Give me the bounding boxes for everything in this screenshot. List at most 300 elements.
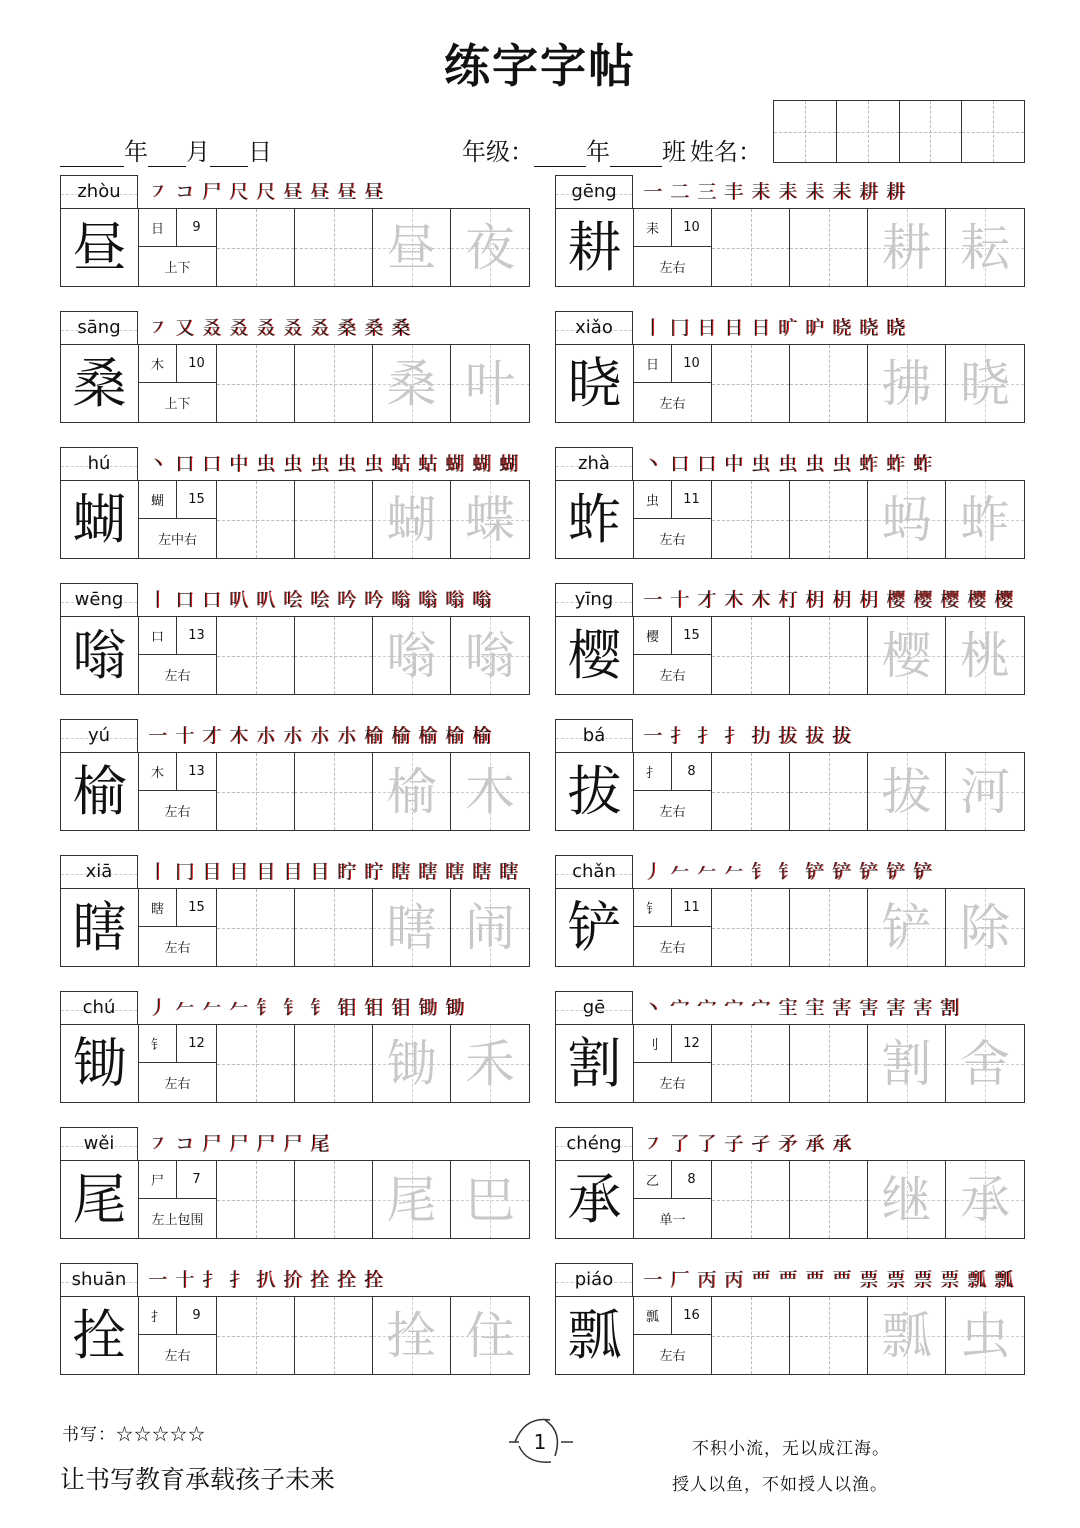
trace-cell[interactable] <box>373 1161 451 1238</box>
trace-cell[interactable] <box>946 753 1024 830</box>
stroke-step: 榆 <box>390 725 410 747</box>
stroke-step: 口 <box>201 453 221 475</box>
stroke-step: 丙 <box>723 1269 743 1291</box>
character-info <box>634 345 712 422</box>
writing-cell[interactable] <box>712 617 790 694</box>
stroke-step: 害 <box>885 997 905 1019</box>
practice-grid <box>60 1024 530 1103</box>
trace-cell[interactable] <box>451 1025 529 1102</box>
practice-entry <box>555 991 1025 1103</box>
class-blank[interactable] <box>610 139 662 167</box>
stroke-order <box>144 583 528 616</box>
stroke-step: 口 <box>174 589 194 611</box>
stroke-step: 丙 <box>696 1269 716 1291</box>
writing-cell[interactable] <box>217 481 295 558</box>
stroke-step: 钅 <box>309 997 329 1019</box>
pinyin-box <box>555 583 633 616</box>
stroke-step: コ <box>174 181 194 203</box>
practice-grid <box>60 480 530 559</box>
writing-cell[interactable] <box>790 1297 868 1374</box>
practice-grid <box>60 888 530 967</box>
trace-character: 蚂 <box>881 490 932 549</box>
stroke-count: 10 <box>672 345 711 383</box>
trace-character: 蝴 <box>386 490 437 549</box>
trace-cell[interactable] <box>451 345 529 422</box>
stroke-step: 叒 <box>228 317 248 339</box>
pinyin-label: chéng <box>566 1133 622 1154</box>
pinyin-label: gē <box>582 997 606 1018</box>
character-info <box>634 753 712 830</box>
pinyin-label: gēng <box>571 181 617 202</box>
practice-grid <box>60 752 530 831</box>
month-blank[interactable] <box>148 139 186 167</box>
stroke-step: 嗡 <box>390 589 410 611</box>
stroke-step: 扒 <box>255 1269 275 1291</box>
character-info <box>139 617 217 694</box>
character-info <box>139 1161 217 1238</box>
trace-cell[interactable] <box>451 481 529 558</box>
stroke-step: 孑 <box>750 1133 770 1155</box>
stroke-order <box>144 719 528 752</box>
trace-cell[interactable] <box>868 209 946 286</box>
stroke-step: 一 <box>147 1269 167 1291</box>
stroke-step: 丶 <box>147 453 167 475</box>
trace-cell[interactable] <box>868 1297 946 1374</box>
writing-cell[interactable] <box>295 1161 373 1238</box>
practice-grid <box>60 616 530 695</box>
writing-cell[interactable] <box>790 1161 868 1238</box>
practice-entry <box>60 855 530 967</box>
trace-cell[interactable] <box>451 209 529 286</box>
practice-entry <box>555 1127 1025 1239</box>
trace-cell[interactable] <box>946 1025 1024 1102</box>
trace-character: 除 <box>960 898 1010 957</box>
stroke-step: 嗡 <box>444 589 464 611</box>
writing-cell[interactable] <box>295 345 373 422</box>
practice-grid <box>60 208 530 287</box>
trace-cell[interactable] <box>868 481 946 558</box>
stroke-order <box>144 447 528 480</box>
writing-cell[interactable] <box>217 617 295 694</box>
radical: 耒 <box>634 209 672 247</box>
pinyin-box <box>60 1263 138 1296</box>
stroke-step: 一 <box>642 181 662 203</box>
writing-cell[interactable] <box>217 889 295 966</box>
writing-cell[interactable] <box>712 889 790 966</box>
model-character: 承 <box>556 1161 634 1238</box>
stroke-count: 15 <box>177 481 216 519</box>
stroke-step: 票 <box>885 1269 905 1291</box>
trace-cell[interactable] <box>373 345 451 422</box>
character-info <box>634 1025 712 1102</box>
trace-cell[interactable] <box>868 753 946 830</box>
stroke-step: 虫 <box>777 453 797 475</box>
stroke-step: 桑 <box>390 317 410 339</box>
stroke-step: 瞎 <box>498 861 518 883</box>
stroke-step: 木 <box>723 589 743 611</box>
name-writing-box[interactable] <box>773 100 1025 163</box>
radical: 瞎 <box>139 889 177 927</box>
stroke-step: 口 <box>669 453 689 475</box>
writing-cell[interactable] <box>295 889 373 966</box>
writing-cell[interactable] <box>712 1025 790 1102</box>
writing-cell[interactable] <box>217 1025 295 1102</box>
name-cell[interactable] <box>962 101 1024 162</box>
stroke-step: 锄 <box>417 997 437 1019</box>
stroke-step: 钅 <box>255 997 275 1019</box>
radical: 蝴 <box>139 481 177 519</box>
pinyin-box <box>60 175 138 208</box>
writing-cell[interactable] <box>712 1297 790 1374</box>
stroke-step: 锄 <box>444 997 464 1019</box>
slogan: 让书写教育承载孩子未来 <box>60 1465 336 1494</box>
writing-cell[interactable] <box>295 617 373 694</box>
model-character: 拔 <box>556 753 634 830</box>
pinyin-box <box>555 1127 633 1160</box>
page-title: 练字字帖 <box>444 39 636 93</box>
stroke-step: ㇇ <box>642 1133 662 1155</box>
writing-cell[interactable] <box>790 209 868 286</box>
trace-cell[interactable] <box>946 481 1024 558</box>
stroke-step: 尸 <box>201 181 221 203</box>
stroke-step: 口 <box>696 453 716 475</box>
stroke-step: 宔 <box>777 997 797 1019</box>
stroke-step: 瓢 <box>966 1269 986 1291</box>
stroke-step: 蝴 <box>471 453 491 475</box>
stroke-step: 叒 <box>309 317 329 339</box>
trace-character: 蚱 <box>960 490 1010 549</box>
character-info <box>139 1025 217 1102</box>
stroke-step: 丰 <box>723 181 743 203</box>
structure: 左右 <box>659 805 686 820</box>
stroke-step: 嗡 <box>471 589 491 611</box>
trace-character: 锄 <box>386 1034 437 1093</box>
writing-cell[interactable] <box>295 481 373 558</box>
stroke-step: 榆 <box>471 725 491 747</box>
stroke-count: 8 <box>672 753 711 791</box>
stroke-step: 扌 <box>201 1269 221 1291</box>
writing-cell[interactable] <box>790 1025 868 1102</box>
structure: 左右 <box>164 1077 191 1092</box>
practice-entry <box>555 855 1025 967</box>
stroke-step: 樱 <box>966 589 986 611</box>
writing-cell[interactable] <box>790 345 868 422</box>
trace-cell[interactable] <box>373 617 451 694</box>
stroke-step: 了 <box>696 1133 716 1155</box>
stroke-step: 口 <box>174 453 194 475</box>
stroke-step: 宀 <box>750 997 770 1019</box>
practice-entry <box>555 583 1025 695</box>
practice-grid <box>60 1160 530 1239</box>
stroke-step: 丿 <box>147 997 167 1019</box>
structure: 左中右 <box>157 533 197 548</box>
writing-cell[interactable] <box>712 481 790 558</box>
stroke-count: 16 <box>672 1297 711 1335</box>
pinyin-box <box>60 583 138 616</box>
stroke-step: 虫 <box>255 453 275 475</box>
character-info <box>139 1297 217 1374</box>
trace-character: 昼 <box>386 218 437 277</box>
stroke-step: 昈 <box>804 317 824 339</box>
stroke-count: 7 <box>177 1161 216 1199</box>
stroke-step: 一 <box>642 725 662 747</box>
trace-cell[interactable] <box>868 617 946 694</box>
stroke-step: 昼 <box>363 181 383 203</box>
radical: 扌 <box>634 753 672 791</box>
trace-cell[interactable] <box>451 1297 529 1374</box>
practice-grid <box>60 344 530 423</box>
structure: 左右 <box>659 1349 686 1364</box>
practice-entry <box>555 175 1025 287</box>
stroke-step: 朩 <box>282 725 302 747</box>
writing-cell[interactable] <box>790 617 868 694</box>
stroke-step: 子 <box>723 1133 743 1155</box>
model-character: 蚱 <box>556 481 634 558</box>
practice-entry <box>555 719 1025 831</box>
stroke-step: 宔 <box>804 997 824 1019</box>
pinyin-label: zhà <box>578 453 610 474</box>
stroke-step: 口 <box>201 589 221 611</box>
pinyin-box <box>60 855 138 888</box>
writing-cell[interactable] <box>217 1161 295 1238</box>
stroke-step: 丨 <box>147 861 167 883</box>
stroke-step: 枂 <box>804 589 824 611</box>
stroke-step: 钅 <box>777 861 797 883</box>
stroke-step: 尺 <box>255 181 275 203</box>
name-cell[interactable] <box>837 101 900 162</box>
practice-grid <box>555 1160 1025 1239</box>
radical: 钅 <box>139 1025 177 1063</box>
character-info <box>139 889 217 966</box>
model-character: 昼 <box>61 209 139 286</box>
stroke-step: 目 <box>201 861 221 883</box>
character-info <box>634 617 712 694</box>
trace-cell[interactable] <box>946 1297 1024 1374</box>
trace-cell[interactable] <box>946 209 1024 286</box>
stroke-step: 桑 <box>336 317 356 339</box>
model-character: 蝴 <box>61 481 139 558</box>
trace-cell[interactable] <box>868 1161 946 1238</box>
practice-entry <box>60 1263 530 1375</box>
stroke-step: 害 <box>858 997 878 1019</box>
stroke-step: 眝 <box>363 861 383 883</box>
trace-cell[interactable] <box>373 209 451 286</box>
model-character: 桑 <box>61 345 139 422</box>
radical: 日 <box>634 345 672 383</box>
stroke-step: 瞎 <box>444 861 464 883</box>
practice-grid <box>555 752 1025 831</box>
stroke-count: 12 <box>177 1025 216 1063</box>
stroke-step: 蚱 <box>885 453 905 475</box>
trace-cell[interactable] <box>868 345 946 422</box>
stroke-step: 𠂉 <box>174 997 194 1019</box>
model-character: 割 <box>556 1025 634 1102</box>
stroke-step: 丨 <box>147 589 167 611</box>
trace-cell[interactable] <box>451 617 529 694</box>
stroke-step: 尸 <box>255 1133 275 1155</box>
trace-character: 嗡 <box>465 626 515 685</box>
pinyin-box <box>555 1263 633 1296</box>
stroke-count: 15 <box>672 617 711 655</box>
writing-cell[interactable] <box>712 753 790 830</box>
structure: 左上包围 <box>151 1213 204 1228</box>
practice-entry <box>555 447 1025 559</box>
writing-cell[interactable] <box>712 1161 790 1238</box>
trace-cell[interactable] <box>451 1161 529 1238</box>
stroke-step: 冂 <box>669 317 689 339</box>
pinyin-box <box>555 311 633 344</box>
stroke-step: 吟 <box>363 589 383 611</box>
pinyin-label: shuān <box>71 1269 127 1290</box>
stroke-count: 11 <box>672 889 711 927</box>
year-label: 年 <box>124 138 148 166</box>
grade-year-blank[interactable] <box>534 139 586 167</box>
stroke-step: 嗡 <box>417 589 437 611</box>
stroke-step: 钅 <box>750 861 770 883</box>
writing-cell[interactable] <box>217 753 295 830</box>
date-name-header <box>60 132 760 166</box>
name-cell[interactable] <box>900 101 963 162</box>
character-info <box>139 345 217 422</box>
trace-character: 舍 <box>960 1034 1010 1093</box>
stroke-order <box>144 311 528 344</box>
writing-cell[interactable] <box>712 345 790 422</box>
stroke-step: 晓 <box>831 317 851 339</box>
trace-cell[interactable] <box>373 753 451 830</box>
trace-character: 割 <box>881 1034 932 1093</box>
trace-cell[interactable] <box>373 1025 451 1102</box>
character-info <box>139 753 217 830</box>
writing-cell[interactable] <box>295 1297 373 1374</box>
stroke-step: 拴 <box>336 1269 356 1291</box>
year-blank[interactable] <box>60 139 124 167</box>
stroke-step: 樱 <box>912 589 932 611</box>
trace-cell[interactable] <box>451 753 529 830</box>
stroke-step: 割 <box>939 997 959 1019</box>
model-character: 榆 <box>61 753 139 830</box>
writing-cell[interactable] <box>295 753 373 830</box>
writing-cell[interactable] <box>217 209 295 286</box>
writing-cell[interactable] <box>790 889 868 966</box>
day-blank[interactable] <box>210 139 248 167</box>
stroke-step: 耒 <box>831 181 851 203</box>
writing-cell[interactable] <box>712 209 790 286</box>
stroke-step: 朩 <box>336 725 356 747</box>
trace-cell[interactable] <box>868 1025 946 1102</box>
stroke-step: 目 <box>228 861 248 883</box>
trace-cell[interactable] <box>946 617 1024 694</box>
stroke-step: 拔 <box>804 725 824 747</box>
trace-cell[interactable] <box>373 889 451 966</box>
trace-character: 承 <box>960 1170 1010 1229</box>
stroke-step: 钼 <box>336 997 356 1019</box>
radical: 扌 <box>139 1297 177 1335</box>
trace-cell[interactable] <box>946 345 1024 422</box>
stroke-step: 蛄 <box>417 453 437 475</box>
page-number: 1 <box>533 1430 547 1454</box>
stroke-order <box>144 855 528 888</box>
trace-cell[interactable] <box>373 481 451 558</box>
stroke-step: 瞎 <box>390 861 410 883</box>
stroke-step: 三 <box>696 181 716 203</box>
writing-cell[interactable] <box>295 1025 373 1102</box>
trace-cell[interactable] <box>868 889 946 966</box>
stroke-step: 扐 <box>750 725 770 747</box>
stroke-step: ㇇ <box>147 317 167 339</box>
stroke-order <box>144 175 528 208</box>
writing-cell[interactable] <box>217 345 295 422</box>
trace-character: 禾 <box>465 1034 515 1093</box>
character-info <box>634 1297 712 1374</box>
practice-grid <box>555 208 1025 287</box>
practice-entry <box>60 447 530 559</box>
pinyin-label: xiā <box>85 861 113 882</box>
pinyin-label: yīng <box>574 589 614 610</box>
writing-cell[interactable] <box>295 209 373 286</box>
stroke-count: 8 <box>672 1161 711 1199</box>
stroke-step: 铲 <box>885 861 905 883</box>
class-label: 班 <box>662 138 686 166</box>
stroke-step: 晓 <box>885 317 905 339</box>
writing-cell[interactable] <box>790 481 868 558</box>
radical: 钅 <box>634 889 672 927</box>
stroke-step: 瓢 <box>993 1269 1013 1291</box>
stroke-step: ㇇ <box>147 1133 167 1155</box>
trace-cell[interactable] <box>373 1297 451 1374</box>
trace-character: 巴 <box>465 1170 515 1229</box>
stroke-order <box>639 1263 1023 1296</box>
stroke-step: 害 <box>831 997 851 1019</box>
practice-grid <box>555 888 1025 967</box>
trace-character: 榆 <box>386 762 437 821</box>
stroke-step: 日 <box>723 317 743 339</box>
structure: 左右 <box>659 1077 686 1092</box>
stroke-step: 扌 <box>723 725 743 747</box>
stroke-count: 13 <box>177 617 216 655</box>
stroke-step: 铲 <box>804 861 824 883</box>
stroke-order <box>639 991 1023 1024</box>
trace-cell[interactable] <box>451 889 529 966</box>
stroke-order <box>144 1127 528 1160</box>
name-cell[interactable] <box>774 101 837 162</box>
stroke-step: 蝴 <box>498 453 518 475</box>
stroke-step: 冂 <box>174 861 194 883</box>
pinyin-box <box>60 991 138 1024</box>
trace-cell[interactable] <box>946 889 1024 966</box>
pinyin-label: bá <box>582 725 606 746</box>
stroke-step: 宀 <box>669 997 689 1019</box>
structure: 左右 <box>659 397 686 412</box>
writing-cell[interactable] <box>217 1297 295 1374</box>
stroke-count: 9 <box>177 1297 216 1335</box>
character-info <box>634 209 712 286</box>
trace-cell[interactable] <box>946 1161 1024 1238</box>
stroke-step: 樱 <box>885 589 905 611</box>
stroke-step: 扴 <box>282 1269 302 1291</box>
structure: 单一 <box>659 1213 686 1228</box>
character-info <box>634 1161 712 1238</box>
structure: 左右 <box>164 941 191 956</box>
stroke-step: 叭 <box>255 589 275 611</box>
writing-cell[interactable] <box>790 753 868 830</box>
stroke-step: 二 <box>669 181 689 203</box>
stroke-step: 承 <box>804 1133 824 1155</box>
trace-character: 叶 <box>465 354 515 413</box>
stroke-count: 10 <box>177 345 216 383</box>
stroke-step: 丨 <box>642 317 662 339</box>
pinyin-box <box>555 719 633 752</box>
stroke-step: 票 <box>912 1269 932 1291</box>
